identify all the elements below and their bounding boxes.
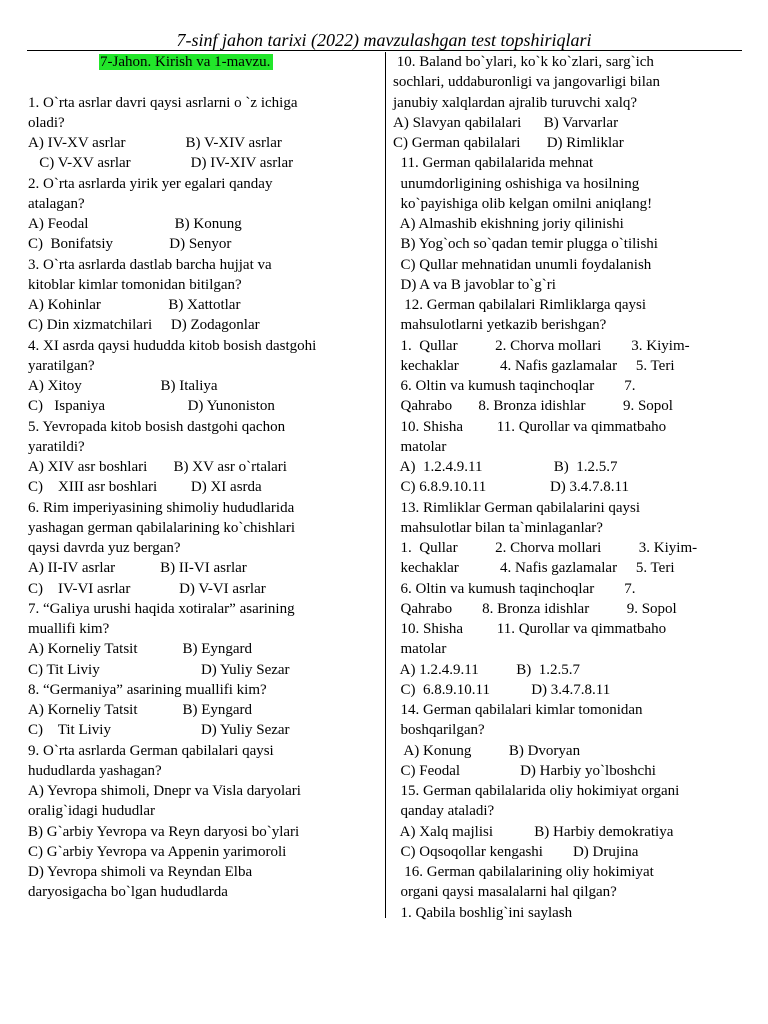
text-line: 13. Rimliklar German qabilalarini qaysi — [393, 499, 641, 516]
text-line: A) II-IV asrlar B) II-VI asrlar — [28, 560, 247, 577]
text-line: D) Yevropa shimoli va Reyndan Elba — [28, 864, 253, 880]
text-line: 6. Oltin va kumush taqinchoqlar 7. — [393, 378, 636, 394]
text-line: mahsulotlar bilan ta`minlaganlar? — [393, 519, 603, 536]
text-line: 12. German qabilalari Rimliklarga qaysi — [393, 297, 646, 313]
text-line: Qahrabo 8. Bronza idishlar 9. Sopol — [393, 398, 673, 415]
text-line: A) Kohinlar B) Xattotlar — [28, 297, 241, 313]
text-line: C) Bonifatsiy D) Senyor — [28, 236, 232, 253]
text-line: C) IV-VI asrlar D) V-VI asrlar — [28, 580, 266, 597]
text-line: B) Yog`och so`qadan temir plugga o`tilishi — [393, 236, 658, 253]
text-line: oralig`idagi hududlar — [28, 803, 156, 820]
text-line: kechaklar 4. Nafis gazlamalar 5. Teri — [393, 560, 675, 577]
right-column — [393, 52, 743, 923]
text-line: kitoblar kimlar tomonidan bitilgan? — [28, 276, 242, 293]
text-line: C) 6.8.9.10.11 D) 3.4.7.8.11 — [393, 479, 629, 496]
text-line: mahsulotlarni yetkazib berishgan? — [393, 317, 607, 334]
text-line: C) XIII asr boshlari D) XI asrda — [28, 479, 262, 496]
column-divider — [385, 52, 386, 918]
text-line: A) Xitoy B) Italiya — [28, 378, 218, 394]
text-line: ko`payishiga olib kelgan omilni aniqlang! — [393, 195, 653, 212]
text-line: boshqarilgan? — [393, 722, 485, 739]
text-line: oladi? — [28, 114, 65, 131]
text-line: C) Oqsoqollar kengashi D) Drujina — [393, 843, 639, 860]
left-column — [28, 52, 378, 903]
text-line: D) A va B javoblar to`g`ri — [393, 276, 556, 293]
page-title: 7-sinf jahon tarixi (2022) mavzulashgan test topshiriqlari — [176, 30, 592, 50]
text-line: janubiy xalqlardan ajralib turuvchi xalq? — [393, 94, 638, 111]
text-line: kechaklar 4. Nafis gazlamalar 5. Teri — [393, 357, 675, 374]
text-line: 10. Shisha 11. Qurollar va qimmatbaho — [393, 621, 667, 637]
text-line: A) Feodal B) Konung — [28, 216, 242, 232]
text-line: matolar — [393, 438, 447, 455]
text-line: 10. Shisha 11. Qurollar va qimmatbaho — [393, 418, 667, 435]
text-line: C) 6.8.9.10.11 D) 3.4.7.8.11 — [393, 681, 611, 698]
text-line: yashagan german qabilalarining ko`chishlari — [28, 519, 295, 536]
text-line: C) Qullar mehnatidan unumli foydalanish — [393, 256, 652, 273]
text-line: sochlari, uddaburonligi va jangovarligi bilan — [393, 74, 661, 91]
text-line: B) G`arbiy Yevropa va Reyn daryosi bo`ylari — [28, 823, 300, 840]
text-line: muallifi kim? — [28, 621, 110, 637]
text-line: 14. German qabilalari kimlar tomonidan — [393, 702, 643, 718]
text-line: organi qaysi masalalarni hal qilgan? — [393, 884, 617, 901]
text-line: 10. Baland bo`ylari, ko`k ko`zlari, sarg`ich — [393, 54, 654, 70]
text-line: A) Slavyan qabilalari B) Varvarlar — [393, 114, 619, 131]
text-line: A) XIV asr boshlari B) XV asr o`rtalari — [28, 459, 287, 475]
text-line: 5. Yevropada kitob bosish dastgohi qachon — [28, 418, 286, 435]
text-line: A) Almashib ekishning joriy qilinishi — [393, 216, 624, 232]
text-line: 2. O`rta asrlarda yirik yer egalari qanday — [28, 175, 273, 192]
text-line: C) Din xizmatchilari D) Zodagonlar — [28, 317, 260, 334]
text-line: C) Feodal D) Harbiy yo`lboshchi — [393, 762, 656, 779]
text-line: A) Konung B) Dvoryan — [393, 742, 581, 759]
section-heading: 7-Jahon. Kirish va 1-mavzu. — [99, 54, 273, 70]
text-line: Qahrabo 8. Bronza idishlar 9. Sopol — [393, 600, 677, 617]
text-line: unumdorligining oshishiga va hosilning — [393, 175, 640, 192]
section-heading-line — [28, 52, 378, 72]
text-line: 15. German qabilalarida oliy hokimiyat organi — [393, 783, 680, 799]
text-line: A) 1.2.4.9.11 B) 1.2.5.7 — [393, 661, 580, 678]
text-line: A) IV-XV asrlar B) V-XIV asrlar — [28, 135, 282, 151]
text-line: 11. German qabilalarida mehnat — [393, 155, 594, 172]
text-line: C) Tit Liviy D) Yuliy Sezar — [28, 661, 290, 678]
text-line: hududlarda yashagan? — [28, 762, 162, 779]
text-line: 16. German qabilalarining oliy hokimiyat — [393, 864, 654, 880]
text-line: 9. O`rta asrlarda German qabilalari qaysi — [28, 742, 274, 759]
text-line: qaysi davrda yuz bergan? — [28, 540, 181, 556]
text-line: A) 1.2.4.9.11 B) 1.2.5.7 — [393, 459, 618, 475]
text-line: C) G`arbiy Yevropa va Appenin yarimoroli — [28, 843, 287, 860]
text-line: 6. Oltin va kumush taqinchoqlar 7. — [393, 580, 636, 597]
text-line: A) Xalq majlisi B) Harbiy demokratiya — [393, 823, 674, 840]
text-line: 1. Qullar 2. Chorva mollari 3. Kiyim- — [393, 540, 698, 556]
text-line: 3. O`rta asrlarda dastlab barcha hujjat va — [28, 256, 272, 273]
text-line: daryosigacha bo`lgan hududlarda — [28, 884, 228, 901]
text-line: C) Ispaniya D) Yunoniston — [28, 398, 275, 415]
text-line: C) German qabilalari D) Rimliklar — [393, 135, 624, 151]
text-line: A) Yevropa shimoli, Dnepr va Visla daryolari — [28, 783, 301, 799]
text-line: 1. Qabila boshlig`ini saylash — [393, 904, 573, 921]
text-line: A) Korneliy Tatsit B) Eyngard — [28, 641, 253, 658]
text-line: 1. Qullar 2. Chorva mollari 3. Kiyim- — [393, 337, 690, 354]
text-line: yaratildi? — [28, 438, 85, 455]
text-line: C) V-XV asrlar D) IV-XIV asrlar — [28, 155, 294, 172]
text-line — [28, 72, 378, 92]
text-line: atalagan? — [28, 195, 85, 212]
text-line: yaratilgan? — [28, 357, 95, 374]
title-rule — [27, 50, 742, 51]
text-line: 4. XI asrda qaysi hududda kitob bosish dastgohi — [28, 337, 317, 354]
text-line: matolar — [393, 641, 447, 658]
text-line: C) Tit Liviy D) Yuliy Sezar — [28, 722, 290, 739]
text-line: 1. O`rta asrlar davri qaysi asrlarni o `z ichiga — [28, 94, 298, 111]
text-line: 6. Rim imperiyasining shimoliy hududlarida — [28, 499, 295, 516]
text-line: 8. “Germaniya” asarining muallifi kim? — [28, 681, 267, 698]
text-line: A) Korneliy Tatsit B) Eyngard — [28, 702, 253, 718]
text-line: 7. “Galiya urushi haqida xotiralar” asarining — [28, 600, 295, 617]
text-line: qanday ataladi? — [393, 803, 495, 820]
